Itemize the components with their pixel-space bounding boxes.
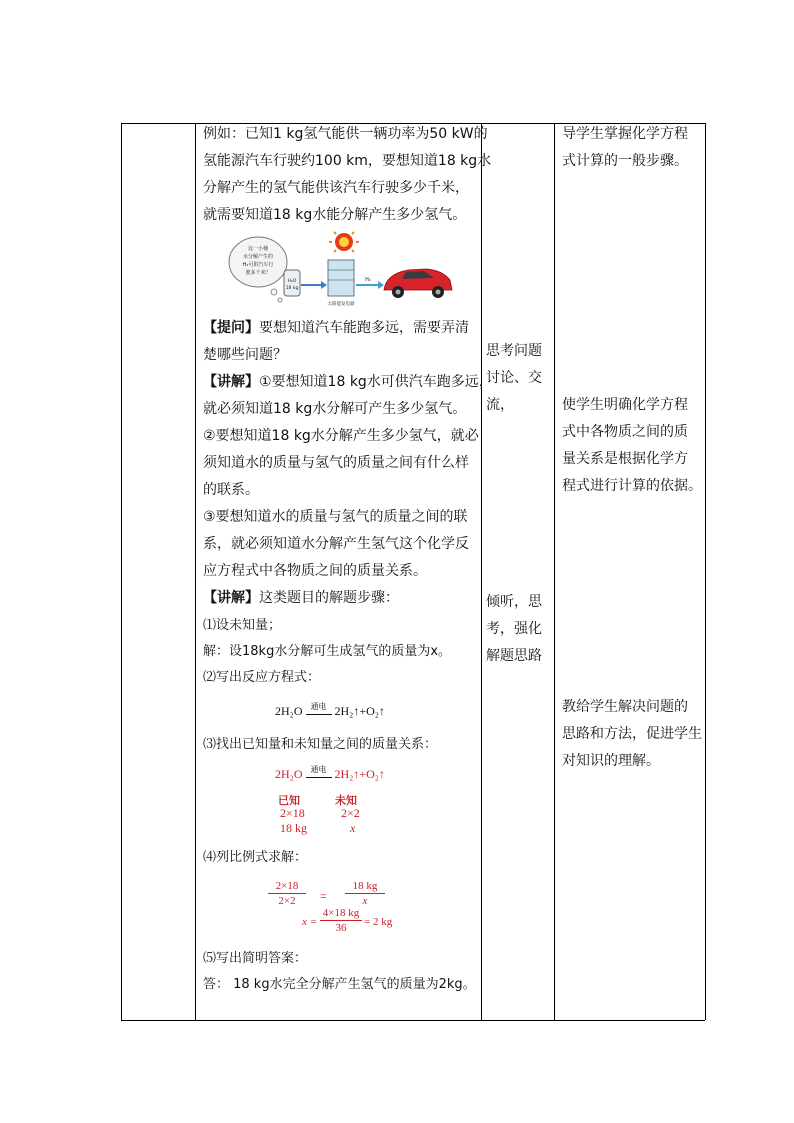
explain-point-2: ②要想知道18 kg水分解产生多少氢气，就必 <box>203 428 479 444</box>
solar-device <box>328 260 354 296</box>
explain-point-2: 的联系。 <box>203 482 259 498</box>
student-activity-line: 解题思路 <box>486 648 542 664</box>
equation-products: 2H₂↑+O₂↑ <box>334 704 385 718</box>
lhs-denominator: 2×2 <box>278 895 296 907</box>
bubble-text: H₂可供汽车行 <box>242 262 274 268</box>
steps-tag: 【讲解】 <box>203 590 259 606</box>
intent-3 <box>562 694 702 775</box>
step-5 <box>203 946 476 998</box>
flow-arrow-head <box>321 281 327 289</box>
x-prefix: x = <box>302 916 318 928</box>
student-activity-1 <box>486 338 542 419</box>
bucket-label: 18 kg <box>285 286 299 291</box>
known-mass: 18 kg <box>280 821 307 835</box>
intent-line: 程式进行计算的依据。 <box>562 478 702 494</box>
example-line: 氢能源汽车行驶约100 km，要想知道18 kg水 <box>203 153 492 169</box>
step-3-label: ⑶找出已知量和未知量之间的质量关系： <box>203 737 438 752</box>
student-activity-line: 倾听，思 <box>486 594 542 610</box>
bucket-label: H₂O <box>287 279 297 284</box>
known-ratio: 2×18 <box>280 806 305 820</box>
student-activity-line: 考，强化 <box>486 621 542 637</box>
x-numerator: 4×18 kg <box>322 907 360 919</box>
table-border-left <box>121 123 122 1020</box>
equation-reactant: 2H₂O <box>275 704 303 718</box>
hydrogen-car-illustration <box>228 230 456 312</box>
question-text: 要想知道汽车能跑多远，需要弄清 <box>259 320 469 336</box>
intent-2 <box>562 392 702 500</box>
thought-dot <box>278 298 282 302</box>
reaction-equation-relation <box>275 764 385 782</box>
illustration-svg <box>228 230 456 312</box>
question-tag: 【提问】 <box>203 320 259 336</box>
proportion-rhs <box>345 880 385 907</box>
steps-title: 这类题目的解题步骤： <box>259 590 399 606</box>
rhs-denominator: x <box>362 895 368 907</box>
equation-products: 2H₂↑+O₂↑ <box>334 767 385 781</box>
proportion-lhs <box>268 880 306 907</box>
reaction-arrow <box>306 701 332 715</box>
question-text: 楚哪些问题？ <box>203 347 287 363</box>
student-activity-2 <box>486 589 542 670</box>
intent-line: 式计算的一般步骤。 <box>562 153 688 169</box>
reaction-equation <box>275 701 385 719</box>
student-activity-line: 流， <box>486 397 514 413</box>
table-border-right <box>705 123 706 1020</box>
sun-icon <box>329 230 359 252</box>
bubble-text: 水分解产生的 <box>242 254 274 260</box>
bubble-text: 驶多千米？ <box>245 270 271 276</box>
reaction-condition: 通电 <box>310 701 327 711</box>
table-divider-3 <box>554 123 555 1020</box>
table-border-bottom <box>121 1020 705 1021</box>
x-fraction <box>320 907 362 934</box>
car-icon <box>384 269 452 298</box>
x-denominator: 36 <box>335 922 347 934</box>
explain-point-3: ③要想知道水的质量与氢气的质量之间的联 <box>203 509 468 525</box>
unknown-mass: x <box>350 821 356 835</box>
unknown-label: 未知 <box>335 794 357 807</box>
thought-dot <box>271 289 277 295</box>
example-line: 分解产生的氢气能供该汽车行驶多少千米， <box>203 180 469 196</box>
rhs-numerator: 18 kg <box>352 880 378 892</box>
explain-tag: 【讲解】 <box>203 374 259 390</box>
explain-point-3: 应方程式中各物质之间的质量关系。 <box>203 563 427 579</box>
intent-line: 对知识的理解。 <box>562 753 660 769</box>
explain-text: 就必须知道18 kg水分解可产生多少氢气。 <box>203 401 467 417</box>
step-5-label: ⑸写出简明答案： <box>203 951 308 966</box>
device-label: 太阳能发电器 <box>327 302 355 307</box>
explain-text: ①要想知道18 kg水可供汽车跑多远， <box>259 374 493 390</box>
proportion-equals: = <box>320 889 327 903</box>
final-answer: 答： 18 kg水完全分解产生氢气的质量为2kg。 <box>203 977 476 992</box>
lhs-numerator: 2×18 <box>275 880 299 892</box>
h2-arrow-head <box>378 281 384 289</box>
intent-line: 使学生明确化学方程 <box>562 397 688 413</box>
explain-point-3: 系，就必须知道水分解产生氢气这个化学反 <box>203 536 469 552</box>
equation-reactant: 2H₂O <box>275 767 303 781</box>
bubble-text: 这一小桶 <box>247 246 269 252</box>
example-line: 就需要知道18 kg水能分解产生多少氢气。 <box>203 207 467 223</box>
intent-line: 式中各物质之间的质 <box>562 424 688 440</box>
step-1 <box>203 613 451 691</box>
question-section <box>203 315 493 612</box>
explain-point-2: 须知道水的质量与氢气的质量之间有什么样 <box>203 455 469 471</box>
table-divider-1 <box>195 123 196 1020</box>
intent-line: 量关系是根据化学方 <box>562 451 688 467</box>
reaction-arrow <box>306 764 332 778</box>
example-paragraph <box>203 121 491 229</box>
intent-line: 教给学生解决问题的 <box>562 699 688 715</box>
h2-label: H₂ <box>365 277 371 283</box>
known-label: 已知 <box>278 794 300 807</box>
example-line: 例如：已知1 kg氢气能供一辆功率为50 kW的 <box>203 126 488 142</box>
student-activity-line: 讨论、交 <box>486 370 542 386</box>
step-2-label: ⑵写出反应方程式： <box>203 670 321 685</box>
intent-1 <box>562 121 688 175</box>
step-1-answer: 解：设18kg水分解可生成氢气的质量为x。 <box>203 644 452 659</box>
step-1-label: ⑴设未知量； <box>203 618 282 633</box>
student-activity-line: 思考问题 <box>486 343 542 359</box>
reaction-condition: 通电 <box>310 764 327 774</box>
step-4-label: ⑷列比例式求解： <box>203 850 308 865</box>
x-result: = 2 kg <box>364 916 393 928</box>
unknown-ratio: 2×2 <box>341 806 360 820</box>
intent-line: 思路和方法，促进学生 <box>562 726 702 742</box>
intent-line: 导学生掌握化学方程 <box>562 126 688 142</box>
